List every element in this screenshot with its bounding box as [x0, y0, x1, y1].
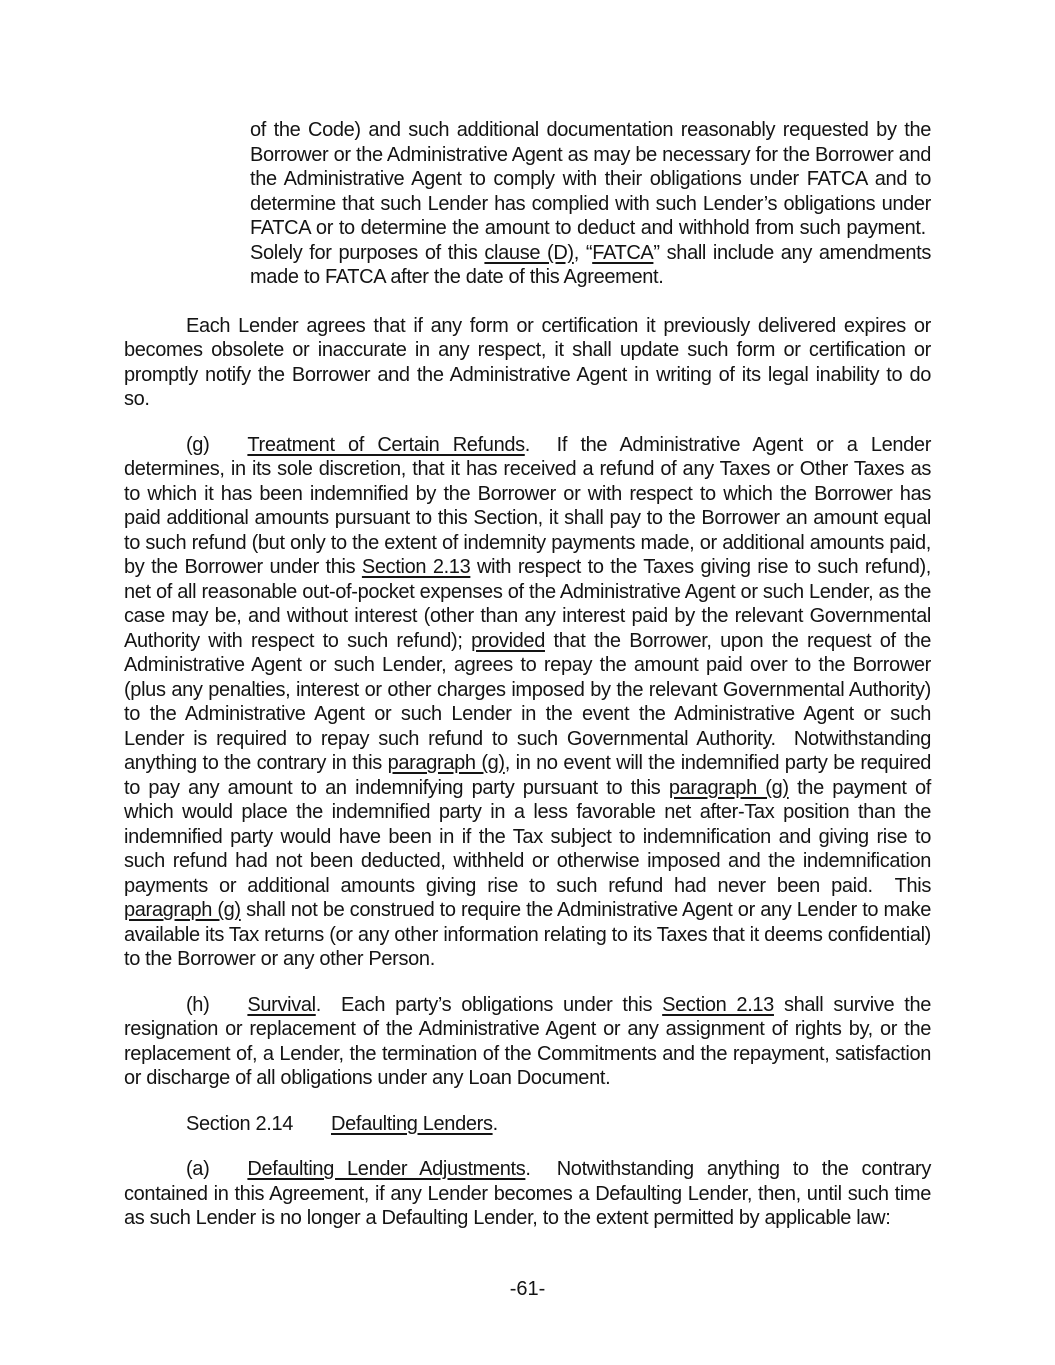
- section-heading-2-14-defaulting-lenders: Section 2.14 Defaulting Lenders.: [186, 1112, 498, 1135]
- paragraph-lender-certification-update: Each Lender agrees that if any form or certification it previously delivered expires or becomes obsolete or inaccurate in any respect, it shall update such form or certification or promptly notify the Borrower and the Administrative Agent in writing of its legal inability to do so.: [124, 314, 931, 410]
- paragraph-a-defaulting-lender-adjustments: (a) Defaulting Lender Adjustments. Notwithstanding anything to the contrary contained in this Agreement, if any Lender becomes a Defaulting Lender, then, until such time as such Lender is no longer a Defaulting Lender, to the extent permitted by applicable law:: [124, 1158, 932, 1229]
- paragraph-h-survival: (h) Survival. Each party’s obligations under this Section 2.13 shall survive the resignation or replacement of the Administrative Agent or any assignment of rights by, or the replacement of, a Lender, the termination of the Commitments and the repayment, satisfaction or discharge of all obligations under any Loan Document.: [124, 993, 931, 1089]
- paragraph-g-treatment-of-certain-refunds: (g) Treatment of Certain Refunds. If the Administrative Agent or a Lender determines, in its sole discretion, that it has received a refund of any Taxes or Other Taxes as to which it has been indemnified by the Borrower or with respect to which the Borrower has paid additional amounts pursuant to this Section, it shall pay to the Borrower an amount equal to such refund (but only to the extent of indemnity payments made, or additional amounts paid, by the Borrower under this Section 2.13 with respect to the Taxes giving rise to such refund), net of all reasonable out-of-pocket expenses of the Administrative Agent or such Lender, as the case may be, and without interest (other than any interest paid by the relevant Governmental Authority with respect to such refund); provided that the Borrower, upon the request of the Administrative Agent or such Lender, agrees to repay the amount paid over to the Borrower (plus any penalties, interest or other charges imposed by the relevant Governmental Authority) to the Administrative Agent or such Lender in the event the Administrative Agent or such Lender is required to repay such refund to such Governmental Authority. Notwithstanding anything to the contrary in this paragraph (g), in no event will the indemnified party be required to pay any amount to an indemnifying party pursuant to this paragraph (g) the payment of which would place the indemnified party in a less favorable net after-Tax position than the indemnified party would have been in if the Tax subject to indemnification and giving rise to such refund had not been deducted, withheld or otherwise imposed and the indemnification payments or additional amounts giving rise to such refund had never been paid. This paragraph (g) shall not be construed to require the Administrative Agent or any Lender to make available its Tax returns (or any other information relating to its Taxes that it deems confidential) to the Borrower or any other Person.: [124, 433, 932, 970]
- page-number: -61-: [509, 1278, 546, 1300]
- document-body: [124, 118, 931, 1252]
- paragraph-fatca-continuation: of the Code) and such additional documentation reasonably requested by the Borrower or the Administrative Agent as may be necessary for the Borrower and the Administrative Agent to comply with their obligations under FATCA and to determine that such Lender has complied with such Lender’s obligations under FATCA or to determine the amount to deduct and withhold from such payment. Solely for purposes of this clause (D), “FATCA” shall include any amendments made to FATCA after the date of this Agreement.: [250, 119, 932, 288]
